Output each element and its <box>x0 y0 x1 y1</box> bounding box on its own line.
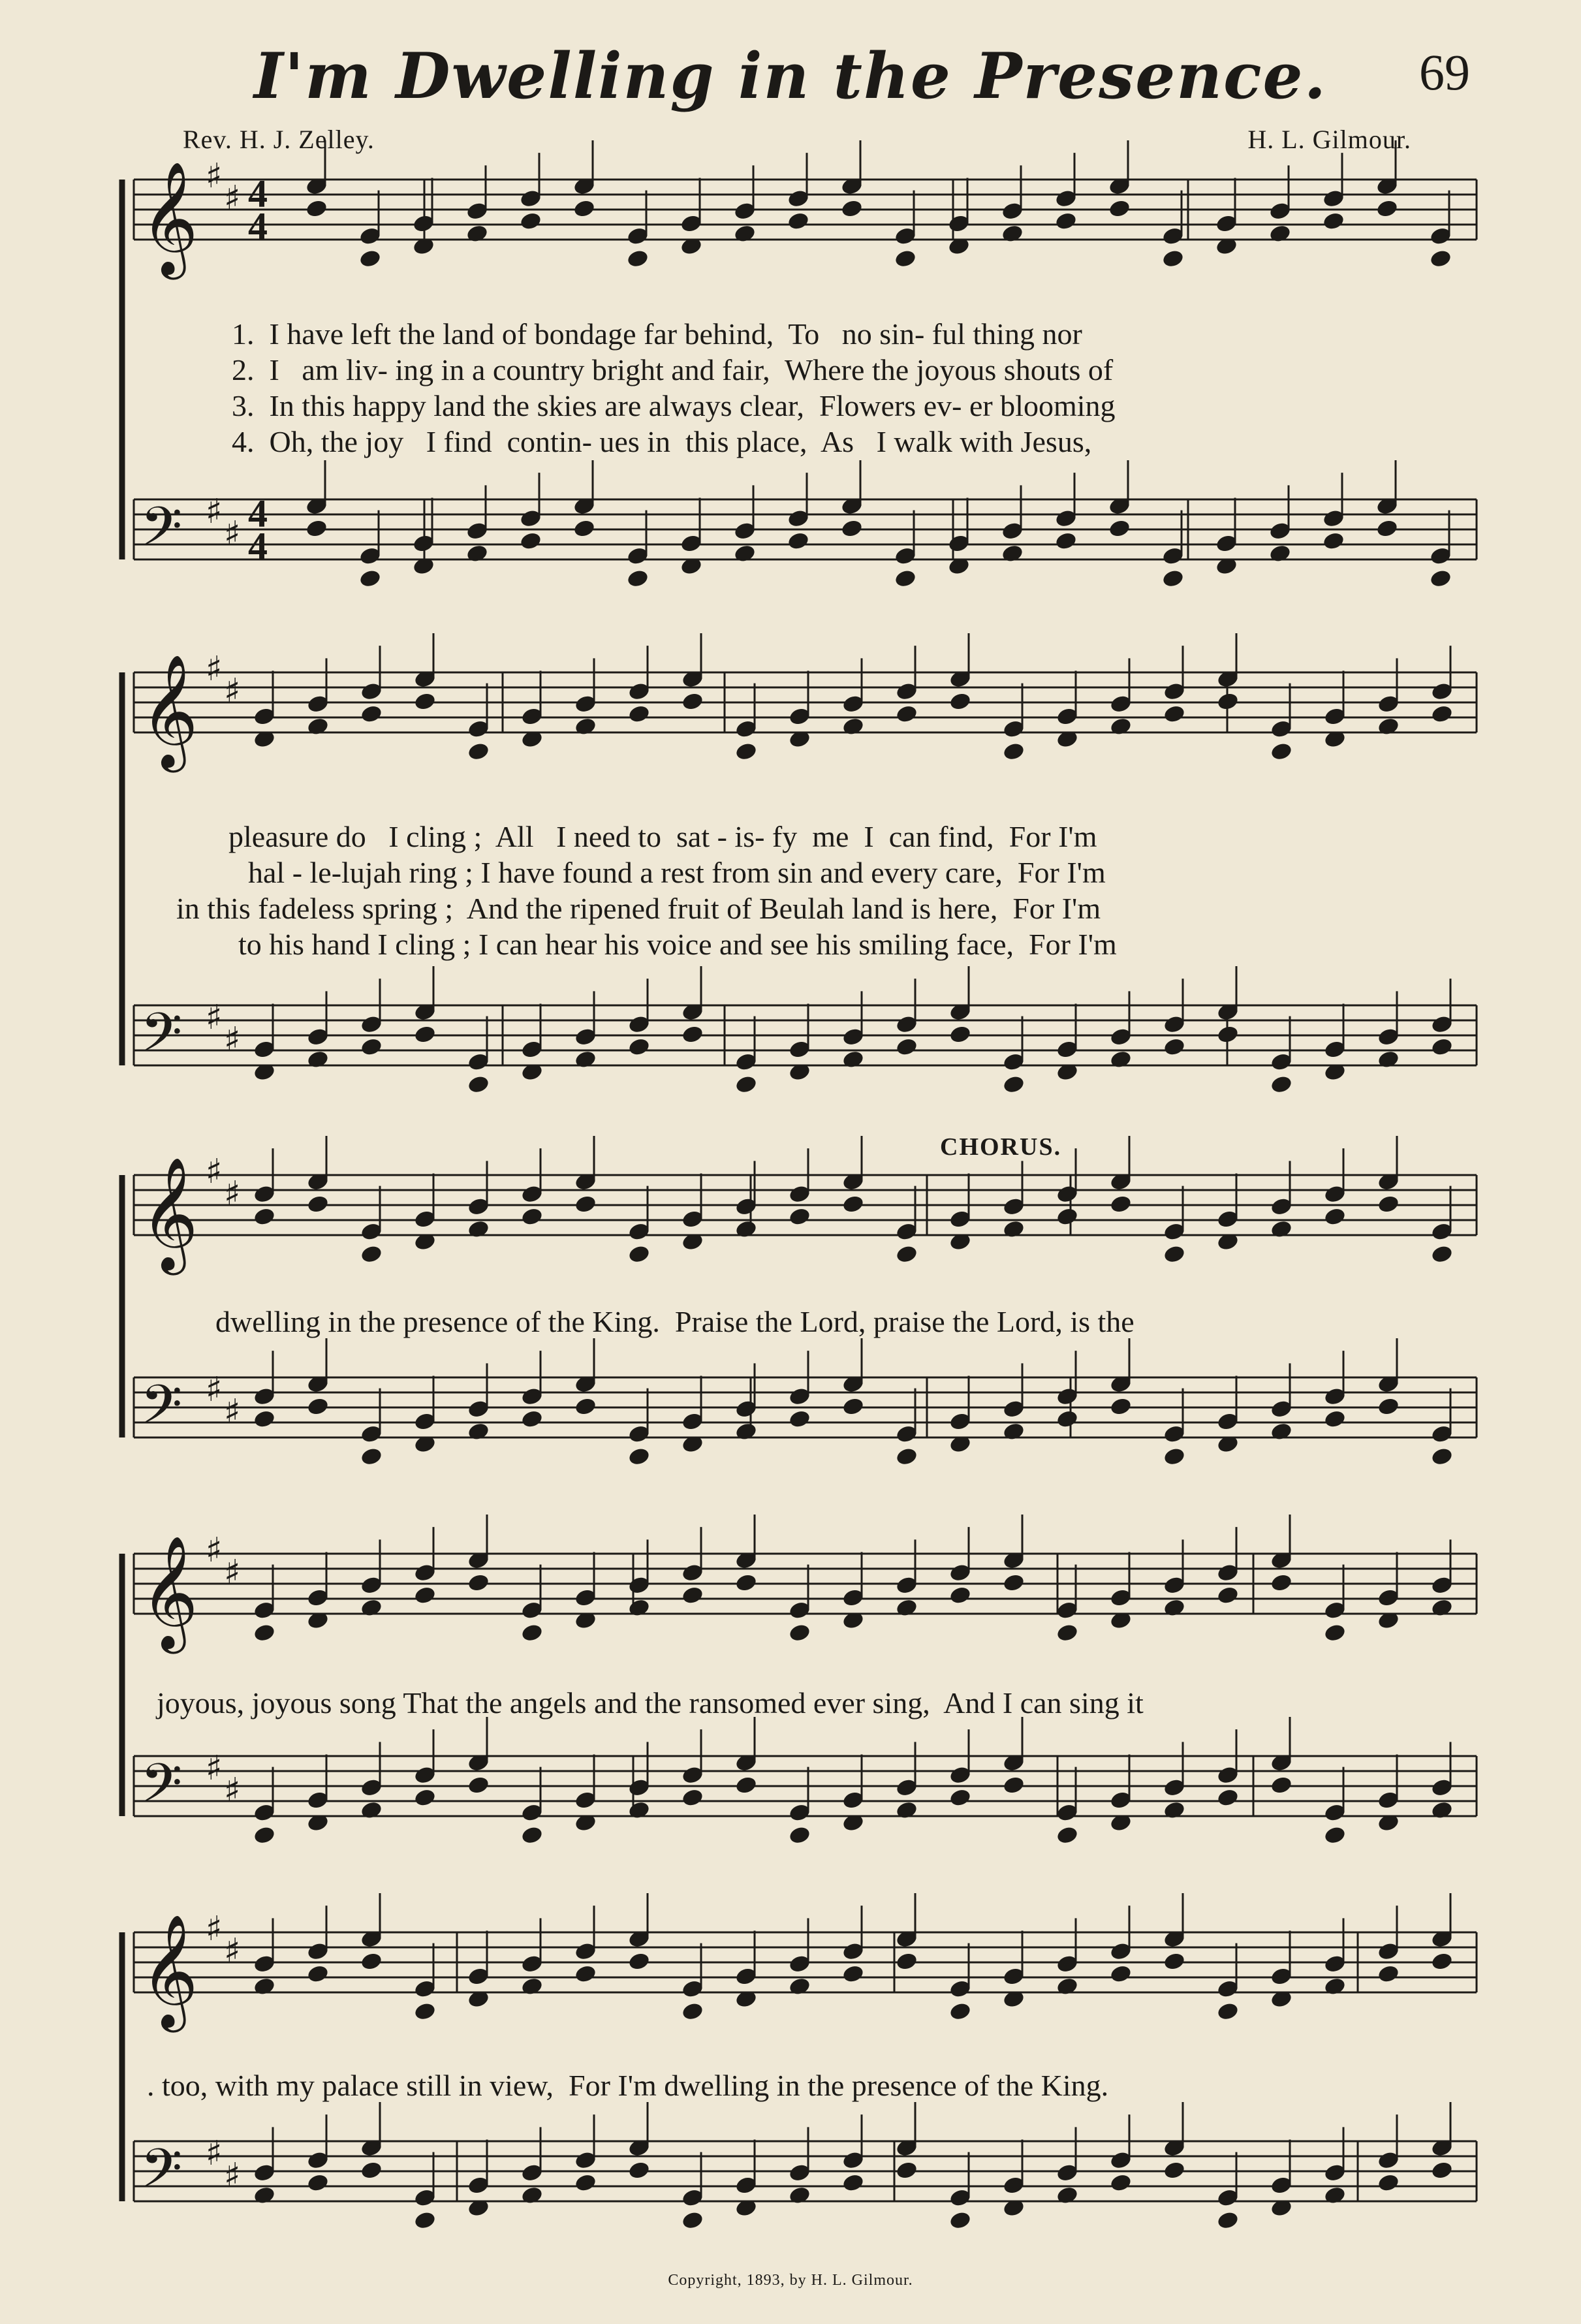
sharp-sign: ♯ <box>206 2134 223 2173</box>
note-head <box>788 1976 811 1996</box>
note-head <box>734 1775 758 1795</box>
treble-clef: 𝄞 <box>140 1535 198 1649</box>
note-head <box>627 1244 651 1264</box>
treble-clef: 𝄞 <box>140 654 198 768</box>
note-head <box>1163 1447 1186 1467</box>
note-head <box>574 1964 597 1984</box>
sharp-sign: ♯ <box>206 1909 223 1949</box>
note-head <box>1108 198 1131 219</box>
note-head <box>734 1421 758 1441</box>
note-head <box>1429 249 1452 269</box>
note-head <box>681 2002 704 2022</box>
note-head <box>1323 1976 1347 1996</box>
note-head <box>413 2210 437 2231</box>
composer-credit: H. L. Gilmour. <box>1247 125 1411 154</box>
note-head <box>734 742 758 762</box>
note-head <box>841 1194 865 1214</box>
note-head <box>306 716 330 736</box>
note-head <box>1216 1585 1240 1605</box>
bass-clef: 𝄢 <box>140 1001 183 1077</box>
note-head <box>1108 518 1131 539</box>
note-head <box>1163 2160 1186 2180</box>
note-head <box>1054 211 1078 231</box>
note-head <box>734 1573 758 1593</box>
note-head <box>948 691 972 712</box>
note-head <box>1056 1623 1079 1643</box>
note-head <box>1109 1964 1133 1984</box>
sharp-sign: ♯ <box>206 1531 223 1570</box>
sharp-sign: ♯ <box>224 179 241 218</box>
note-head <box>1375 518 1399 539</box>
note-head <box>1002 1573 1025 1593</box>
note-head <box>465 223 489 243</box>
treble-clef: 𝄞 <box>140 161 198 275</box>
note-head <box>467 1219 490 1239</box>
note-head <box>306 1194 330 1214</box>
note-head <box>520 2185 544 2205</box>
note-head <box>948 1024 972 1044</box>
note-head <box>1002 1421 1025 1441</box>
lyric-line-v3-s2: in this fadeless spring ; And the ripened fruit of Beulah land is here, For I'm <box>176 892 1101 925</box>
note-head <box>787 531 810 551</box>
note-head <box>1430 1037 1454 1057</box>
hymn-title: I'm Dwelling in the Presence. <box>253 39 1328 113</box>
note-head <box>360 1244 383 1264</box>
note-head <box>520 1409 544 1429</box>
note-head <box>788 2185 811 2205</box>
note-head <box>1323 1409 1347 1429</box>
note-head <box>841 1049 865 1069</box>
note-head <box>306 1396 330 1417</box>
copyright-notice: Copyright, 1893, by H. L. Gilmour. <box>668 2272 913 2289</box>
note-head <box>788 1206 811 1227</box>
bass-clef: 𝄢 <box>140 1373 183 1449</box>
note-head <box>841 2173 865 2193</box>
note-head <box>1216 1787 1240 1808</box>
note-head <box>1322 211 1345 231</box>
note-head <box>1216 2210 1240 2231</box>
note-head <box>520 1206 544 1227</box>
note-head <box>1430 1244 1454 1264</box>
note-head <box>413 1585 437 1605</box>
note-head <box>1270 1421 1293 1441</box>
note-head <box>1002 1219 1025 1239</box>
note-head <box>841 1964 865 1984</box>
sharp-sign: ♯ <box>224 1771 241 1810</box>
note-head <box>895 1597 918 1618</box>
note-head <box>1270 1573 1293 1593</box>
lyric-line-v3-s1: 3. In this happy land the skies are always clear, Flowers ev- er blooming <box>232 389 1116 422</box>
bass-clef: 𝄢 <box>140 2137 183 2213</box>
note-head <box>1268 543 1292 563</box>
note-head <box>1161 249 1185 269</box>
bass-clef: 𝄢 <box>140 1751 183 1828</box>
note-head <box>1109 1049 1133 1069</box>
sharp-sign: ♯ <box>206 492 223 531</box>
note-head <box>1109 1194 1133 1214</box>
note-head <box>467 1775 490 1795</box>
note-head <box>1430 1597 1454 1618</box>
note-head <box>1109 1396 1133 1417</box>
note-head <box>733 543 757 563</box>
note-head <box>306 2173 330 2193</box>
note-head <box>627 1597 651 1618</box>
sharp-sign: ♯ <box>206 998 223 1037</box>
sharp-sign: ♯ <box>224 1174 241 1214</box>
note-head <box>1377 1396 1400 1417</box>
treble-clef: 𝄞 <box>140 1157 198 1270</box>
note-head <box>1268 223 1292 243</box>
note-head <box>626 569 650 589</box>
sharp-sign: ♯ <box>206 1152 223 1191</box>
note-head <box>413 691 437 712</box>
note-head <box>253 1409 276 1429</box>
note-head <box>841 716 865 736</box>
note-head <box>1002 1775 1025 1795</box>
time-signature: 4 <box>248 492 268 535</box>
note-head <box>1322 531 1345 551</box>
note-head <box>895 1037 918 1057</box>
note-head <box>734 1219 758 1239</box>
note-head <box>305 198 328 219</box>
note-head <box>1002 742 1025 762</box>
note-head <box>627 2160 651 2180</box>
bass-clef: 𝄢 <box>140 495 183 571</box>
sharp-sign: ♯ <box>206 650 223 689</box>
note-head <box>306 1049 330 1069</box>
note-head <box>520 1825 544 1845</box>
note-head <box>681 2210 704 2231</box>
note-head <box>465 543 489 563</box>
note-head <box>520 1976 544 1996</box>
note-head <box>1270 1075 1293 1095</box>
sharp-sign: ♯ <box>224 672 241 711</box>
sharp-sign: ♯ <box>206 1749 223 1788</box>
note-head <box>1056 1409 1079 1429</box>
note-head <box>1163 1800 1186 1820</box>
note-head <box>895 704 918 724</box>
note-head <box>574 1396 597 1417</box>
note-head <box>306 1964 330 1984</box>
note-head <box>1377 716 1400 736</box>
lyric-line-v2-s2: hal - le-lujah ring ; I have found a rest from sin and every care, For I'm <box>248 856 1106 889</box>
note-head <box>1270 1775 1293 1795</box>
note-head <box>1429 569 1452 589</box>
note-head <box>253 2185 276 2205</box>
note-head <box>948 1585 972 1605</box>
note-head <box>574 1194 597 1214</box>
lyric-line-v2-s1: 2. I am liv- ing in a country bright and fair, Where the joyous shouts of <box>232 353 1114 386</box>
note-head <box>574 1049 597 1069</box>
note-head <box>1377 1194 1400 1214</box>
sharp-sign: ♯ <box>224 2156 241 2195</box>
note-head <box>627 1951 651 1971</box>
note-head <box>1323 2185 1347 2205</box>
note-head <box>948 1787 972 1808</box>
note-head <box>1163 1244 1186 1264</box>
note-head <box>1163 1951 1186 1971</box>
note-head <box>1056 1206 1079 1227</box>
note-head <box>1375 198 1399 219</box>
note-head <box>1377 2173 1400 2193</box>
note-head <box>1163 1037 1186 1057</box>
sharp-sign: ♯ <box>224 514 241 554</box>
note-head <box>1056 2185 1079 2205</box>
note-head <box>572 518 596 539</box>
note-head <box>467 742 490 762</box>
note-head <box>1430 1447 1454 1467</box>
note-head <box>1430 2160 1454 2180</box>
note-head <box>1056 1976 1079 1996</box>
note-head <box>360 1037 383 1057</box>
note-head <box>895 1244 918 1264</box>
note-head <box>627 704 651 724</box>
time-signature: 4 <box>248 205 268 248</box>
note-head <box>787 211 810 231</box>
note-head <box>360 1447 383 1467</box>
note-head <box>413 1024 437 1044</box>
note-head <box>358 249 382 269</box>
note-head <box>360 1800 383 1820</box>
note-head <box>253 1825 276 1845</box>
note-head <box>1056 1825 1079 1845</box>
note-head <box>1216 2002 1240 2022</box>
note-head <box>360 704 383 724</box>
note-head <box>948 2210 972 2231</box>
lyric-line-v4-s2: to his hand I cling ; I can hear his voice and see his smiling face, For I'm <box>238 928 1117 961</box>
time-signature: 4 <box>248 525 268 568</box>
lyric-line-v1-s1: 1. I have left the land of bondage far behind, To no sin- ful thing nor <box>232 317 1082 351</box>
note-head <box>1323 1623 1347 1643</box>
sharp-sign: ♯ <box>224 1553 241 1592</box>
note-head <box>681 1585 704 1605</box>
note-head <box>1270 742 1293 762</box>
note-head <box>1161 569 1185 589</box>
time-signature: 4 <box>248 172 268 215</box>
note-head <box>1054 531 1078 551</box>
sharp-sign: ♯ <box>224 1932 241 1971</box>
note-head <box>895 1800 918 1820</box>
note-head <box>574 2173 597 2193</box>
lyric-line-s5: . too, with my palace still in view, For I'm dwelling in the presence of the King. <box>147 2069 1109 2102</box>
sharp-sign: ♯ <box>224 1020 241 1060</box>
sharp-sign: ♯ <box>206 157 223 196</box>
note-head <box>1430 1951 1454 1971</box>
note-head <box>574 716 597 736</box>
note-head <box>413 2002 437 2022</box>
note-head <box>733 223 757 243</box>
note-head <box>1216 1024 1240 1044</box>
note-head <box>840 198 864 219</box>
note-head <box>948 2002 972 2022</box>
sharp-sign: ♯ <box>206 1370 223 1409</box>
note-head <box>1163 704 1186 724</box>
lyric-line-s4: joyous, joyous song That the angels and the ransomed ever sing, And I can sing it <box>157 1686 1144 1719</box>
note-head <box>1216 691 1240 712</box>
note-head <box>788 1623 811 1643</box>
note-head <box>895 2160 918 2180</box>
note-head <box>1430 704 1454 724</box>
note-head <box>627 1800 651 1820</box>
chorus-label: CHORUS. <box>940 1133 1062 1161</box>
treble-clef: 𝄞 <box>140 1914 198 2028</box>
note-head <box>1163 1597 1186 1618</box>
note-head <box>894 569 917 589</box>
note-head <box>626 249 650 269</box>
note-head <box>1323 1825 1347 1845</box>
note-head <box>788 1825 811 1845</box>
note-head <box>894 249 917 269</box>
note-head <box>572 198 596 219</box>
note-head <box>1270 1219 1293 1239</box>
note-head <box>519 531 542 551</box>
note-head <box>841 1396 865 1417</box>
note-head <box>1377 1964 1400 1984</box>
note-head <box>734 1075 758 1095</box>
note-head <box>1002 1075 1025 1095</box>
note-head <box>253 1206 276 1227</box>
note-head <box>467 1421 490 1441</box>
note-head <box>360 1951 383 1971</box>
note-head <box>681 691 704 712</box>
note-head <box>1001 223 1024 243</box>
note-head <box>519 211 542 231</box>
note-head <box>253 1623 276 1643</box>
note-head <box>1109 716 1133 736</box>
note-head <box>305 518 328 539</box>
note-head <box>788 1409 811 1429</box>
note-head <box>681 1024 704 1044</box>
note-head <box>360 2160 383 2180</box>
note-head <box>253 1976 276 1996</box>
note-head <box>895 1951 918 1971</box>
note-head <box>895 1447 918 1467</box>
note-head <box>840 518 864 539</box>
note-head <box>520 1623 544 1643</box>
note-head <box>1377 1049 1400 1069</box>
note-head <box>467 1075 490 1095</box>
note-head <box>358 569 382 589</box>
lyric-line-s3: dwelling in the presence of the King. Praise the Lord, praise the Lord, is the <box>215 1305 1135 1338</box>
note-head <box>1430 1800 1454 1820</box>
note-head <box>627 1037 651 1057</box>
note-head <box>627 1447 651 1467</box>
note-head <box>1323 1206 1347 1227</box>
sharp-sign: ♯ <box>224 1392 241 1432</box>
page-number: 69 <box>1419 44 1470 101</box>
lyricist-credit: Rev. H. J. Zelley. <box>183 125 375 154</box>
note-head <box>1001 543 1024 563</box>
lyric-line-v4-s1: 4. Oh, the joy I find contin- ues in this place, As I walk with Jesus, <box>232 425 1092 458</box>
note-head <box>360 1597 383 1618</box>
note-head <box>413 1787 437 1808</box>
note-head <box>681 1787 704 1808</box>
note-head <box>1109 2173 1133 2193</box>
note-head <box>467 1573 490 1593</box>
lyric-line-v1-s2: pleasure do I cling ; All I need to sat - is- fy me I can find, For I'm <box>228 820 1097 853</box>
